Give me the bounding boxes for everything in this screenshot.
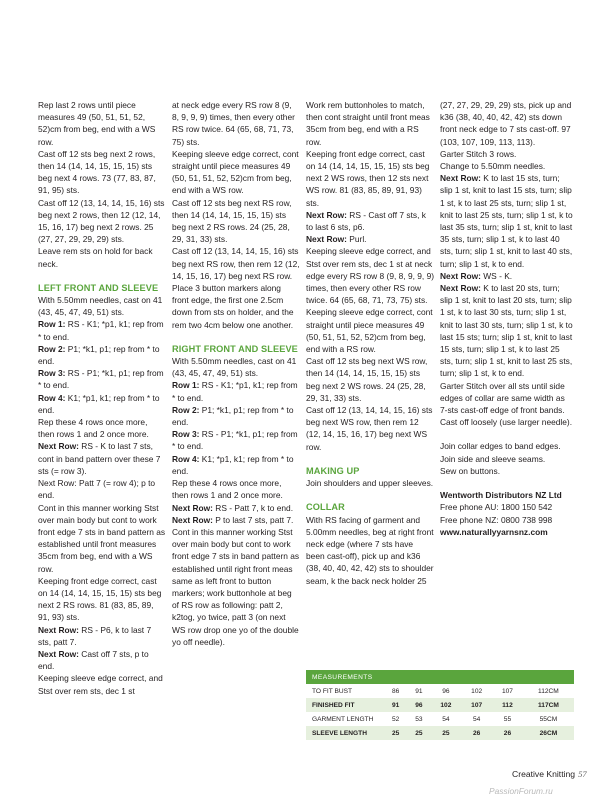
paragraph: Join shoulders and upper sleeves.	[306, 478, 434, 489]
text-column-4	[440, 99, 574, 538]
paragraph: Cast off 12 (13, 14, 14, 15, 16) sts beg next WS row, then rem 12 (12, 14, 15, 16, 17) beg next WS row.	[306, 405, 433, 452]
row-label: Row 4:	[38, 392, 66, 403]
section-heading-left-front: LEFT FRONT AND SLEEVE	[38, 282, 159, 293]
row-text: RS - K1; *p1, k1; rep from * to end.	[38, 319, 164, 342]
paragraph: Keeping front edge correct, cast on 14 (14, 14, 15, 15, 15) sts beg next 2 RS rows. 81 (83, 85, 89, 91, 93) sts.	[38, 575, 162, 623]
pattern-row	[172, 404, 300, 428]
paragraph: Garter Stitch over all sts until side edges of collar are same width as 7-sts cast-off edge of front bands.	[440, 380, 565, 416]
paragraph: With 5.50mm needles, cast on 41 (43, 45, 47, 49, 51) sts.	[38, 295, 163, 318]
table-cell: 96	[407, 698, 430, 712]
distributor-phone-nz: Free phone NZ: 0800 738 998	[440, 514, 553, 525]
watermark: PassionForum.ru	[489, 786, 553, 796]
row-label: Next Row:	[306, 234, 347, 245]
row-text: RS - K1; *p1, k1; rep from * to end.	[172, 380, 298, 403]
section-heading-right-front: RIGHT FRONT AND SLEEVE	[172, 343, 298, 354]
paragraph: Leave rem sts on hold for back neck.	[38, 246, 153, 269]
pattern-row	[38, 392, 166, 416]
row-label: Row 1:	[38, 319, 66, 330]
row-text: P1; *k1, p1; rep from * to end.	[38, 343, 160, 367]
pattern-row	[440, 270, 574, 282]
paragraph: Cont in this manner working Stst over main body but cont to work front edge 7 sts in band pattern as established until right front meas same as left front to button markers; work buttonhole at beg of RS row as following: patt 2, k2tog, yo twice, patt 3 (on next WS row drop one yo of the double yo off needle).	[172, 526, 300, 647]
distributor-info	[440, 489, 574, 538]
table-cell: 102	[431, 698, 462, 712]
table-cell: 91	[384, 698, 407, 712]
row-text: K1; *p1, k1; rep from * to end.	[38, 392, 160, 415]
row-label: TO FIT BUST	[312, 687, 353, 695]
row-label: SLEEVE LENGTH	[306, 726, 384, 740]
paragraph: Cast off 12 (13, 14, 14, 15, 16) sts beg next RS row, then rem 12 (12, 14, 15, 16, 17) beg next RS row.	[172, 246, 300, 281]
table-row	[306, 726, 574, 740]
row-label: Row 3:	[172, 429, 200, 440]
pattern-row	[38, 624, 166, 648]
paragraph: Cast off 12 sts beg next RS row, then 14 (14, 14, 15, 15, 15) sts beg next 2 RS rows. 24 (25, 28, 29, 31, 33) sts.	[172, 197, 292, 245]
paragraph: Change to 5.50mm needles.	[440, 161, 546, 172]
row-label: Next Row:	[440, 270, 481, 281]
row-text: Purl.	[346, 234, 367, 245]
row-label: Next Row:	[38, 441, 79, 452]
row-label: Next Row:	[306, 209, 347, 220]
row-text: RS - P6, k to last 7 sts, patt 7.	[38, 624, 152, 647]
paragraph: Cast off 12 sts beg next WS row, then 14 (14, 14, 15, 15, 15) sts beg next 2 WS rows. 24 (25, 28, 29, 31, 33) sts.	[306, 356, 428, 403]
row-label: Next Row:	[38, 624, 79, 635]
distributor-name: Wentworth Distributors NZ Ltd	[440, 490, 562, 501]
row-text: RS - P1; *k1, p1; rep from * to end.	[38, 368, 164, 391]
paragraph: Keeping sleeve edge correct, cont straight until piece measures 49 (50, 51, 51, 52, 52)cm from beg, end with a RS row.	[306, 307, 433, 355]
row-label: Next Row:	[440, 173, 481, 184]
table-cell: 96	[442, 687, 450, 695]
section-heading-making-up: MAKING UP	[306, 465, 360, 476]
paragraph: Work rem buttonholes to match, then cont straight until front meas 35cm from beg, end with a RS row.	[306, 100, 430, 147]
row-label: Row 1:	[172, 380, 200, 391]
table-cell: 112CM	[538, 687, 559, 695]
pattern-row	[38, 648, 166, 672]
row-label: Row 2:	[38, 343, 66, 354]
table-cell: 26CM	[523, 726, 574, 740]
table-cell: 26	[461, 726, 492, 740]
table-cell: 53	[415, 715, 423, 723]
table-cell: 102	[471, 687, 483, 695]
distributor-website: www.naturallyyarnsnz.com	[440, 526, 548, 537]
row-text: P1; *k1, p1; rep from * to end.	[172, 404, 294, 428]
paragraph: at neck edge every RS row 8 (9, 8, 9, 9, 9) times, then every other RS row twice. 64 (65, 68, 71, 73, 75) sts.	[172, 100, 295, 147]
table-cell: 54	[473, 715, 481, 723]
paragraph: Rep last 2 rows until piece measures 49 (50, 51, 51, 52, 52)cm from beg, end with a WS row.	[38, 100, 156, 147]
paragraph: Join side and sleeve seams.	[440, 453, 546, 464]
row-text: K to last 20 sts, turn; slip 1 st, knit to last 20 sts, turn; slip 1 st, k to last 30 sts, turn; slip 1 st, knit to last 30 sts, turn; slip 1 st, k to last 15 sts; turn; slip 1 st, knit to last 15 sts, turn; slip 1 st, k to last 25 sts, turn; slip 1 st, knit to last 25 sts, turn; slip 1 st, k to end.	[440, 283, 573, 379]
row-label: Next Row:	[172, 514, 213, 525]
pattern-row	[172, 514, 300, 526]
paragraph: Join collar edges to band edges.	[440, 441, 561, 452]
measurements-table	[306, 670, 574, 740]
row-text: WS - K.	[480, 270, 513, 281]
row-label: Next Row:	[172, 502, 213, 513]
paragraph: With 5.50mm needles, cast on 41 (43, 45, 47, 49, 51) sts.	[172, 356, 297, 379]
magazine-name: Creative Knitting	[512, 769, 576, 779]
row-text: Cast off 7 sts, p to end.	[38, 648, 149, 672]
paragraph: Rep these 4 rows once more, then rows 1 and 2 once more.	[38, 417, 149, 440]
pattern-row	[38, 318, 166, 342]
paragraph: Cast off 12 (13, 14, 14, 15, 16) sts beg next 2 rows, then 12 (12, 14, 15, 16, 17) beg next 2 rows. 25 (27, 27, 29, 29, 29) sts.	[38, 197, 165, 245]
row-label: GARMENT LENGTH	[312, 715, 374, 723]
row-text: K1; *p1, k1; rep from * to end.	[172, 453, 294, 476]
row-label: Next Row:	[38, 648, 79, 659]
row-text: RS - Cast off 7 sts, k to last 6 sts, p6.	[306, 209, 426, 233]
table-cell: 25	[407, 726, 430, 740]
paragraph: Keeping sleeve edge correct, cont straight until piece measures 49 (50, 51, 51, 52, 52)cm from beg, end with a WS row.	[172, 148, 299, 196]
row-text: P to last 7 sts, patt 7.	[212, 514, 294, 525]
text-column-1	[38, 99, 166, 697]
distributor-phone-au: Free phone AU: 1800 150 542	[440, 502, 553, 513]
paragraph: Next Row: Patt 7 (= row 4); p to end.	[38, 478, 156, 501]
paragraph: Place 3 button markers along front edge, the first one 2.5cm down from sts on holder, and the rem two 4cm below one another.	[172, 283, 294, 330]
row-label: Row 3:	[38, 368, 66, 379]
row-label: Row 4:	[172, 453, 200, 464]
row-label: FINISHED FIT	[306, 698, 384, 712]
paragraph: Keeping sleeve edge correct, and Stst over rem sts, dec 1 st	[38, 673, 163, 696]
table-cell: 112	[492, 698, 523, 712]
table-row	[306, 698, 574, 712]
row-text: RS - Patt 7, k to end.	[212, 502, 294, 513]
table-cell: 52	[391, 715, 400, 723]
text-column-3	[306, 99, 434, 587]
row-label: Next Row:	[440, 283, 481, 294]
table-row	[306, 684, 574, 698]
row-label: Row 2:	[172, 404, 200, 415]
page-number: 57	[578, 769, 587, 779]
table-cell: 25	[384, 726, 407, 740]
table-cell: 26	[492, 726, 523, 740]
paragraph: (27, 27, 29, 29, 29) sts, pick up and k36 (38, 40, 40, 42, 42) sts down front neck edge to 7 sts cast-off. 97 (103, 107, 109, 113, 113).	[440, 100, 572, 147]
paragraph: Cast off 12 sts beg next 2 rows, then 14 (14, 14, 15, 15, 15) sts beg next 4 rows. 73 (77, 83, 87, 91, 95) sts.	[38, 148, 156, 196]
pattern-row	[440, 172, 574, 270]
pattern-row	[306, 233, 434, 245]
pattern-row	[440, 282, 574, 380]
text-column-2	[172, 99, 300, 648]
table-cell: 55CM	[539, 715, 558, 723]
page-footer	[512, 769, 587, 779]
row-text: RS - K to last 7 sts, cont in band pattern over these 7 sts (= row 3).	[38, 441, 161, 476]
paragraph: Cast off loosely (use larger needle).	[440, 417, 573, 428]
table-cell: 107	[501, 687, 513, 695]
paragraph: Keeping sleeve edge correct, and Stst over rem sts, dec 1 st at neck edge every RS row 8 (9, 8, 9, 9, 9) times, then every other RS row twice. 64 (65, 68, 71, 73, 75) sts.	[306, 246, 435, 306]
table-cell: 91	[415, 687, 423, 695]
pattern-row	[172, 379, 300, 403]
paragraph: Sew on buttons.	[440, 465, 501, 476]
table-cell: 107	[461, 698, 492, 712]
section-heading-collar: COLLAR	[306, 502, 345, 513]
table-cell: 25	[431, 726, 462, 740]
paragraph: Cont in this manner working Stst over main body but cont to work front edge 7 sts in band pattern as established until front measures 35cm from beg, end with a WS row.	[38, 502, 166, 574]
pattern-row	[38, 367, 166, 391]
pattern-row	[306, 209, 434, 233]
pattern-row	[172, 428, 300, 452]
table-cell: 117CM	[523, 698, 574, 712]
paragraph: Keeping front edge correct, cast on 14 (14, 14, 15, 15, 15) sts beg next 2 WS rows, then 12 sts next WS row. 81 (83, 85, 89, 91, 93) sts.	[306, 148, 430, 208]
row-text: RS - P1; *k1, p1; rep from * to end.	[172, 429, 298, 452]
measurements-table-title: MEASUREMENTS	[306, 670, 574, 684]
pattern-row	[38, 343, 166, 367]
pattern-row	[172, 502, 300, 514]
paragraph: With RS facing of garment and 5.00mm needles, beg at right front neck edge (where 7 sts have been cast-off), pick up and k36 (38, 40, 40, 42, 42) sts to shoulder seam, k the back neck holder 25	[306, 514, 434, 586]
table-cell: 86	[391, 687, 400, 695]
row-text: K to last 15 sts, turn; slip 1 st, knit to last 15 sts, turn; slip 1 st, k to last 25 sts, turn; slip 1 st, knit to last 25 sts, turn; slip 1 st, k to last 35 sts, turn; slip 1 st, knit to last 35 sts, turn; slip 1 st, k to last 40 sts, turn; slip 1 st, knit to last 40 sts, turn; slip 1 st, k to end.	[440, 173, 573, 269]
paragraph: Rep these 4 rows once more, then rows 1 and 2 once more.	[172, 478, 283, 501]
pattern-row	[38, 440, 166, 477]
paragraph: Garter Stitch 3 rows.	[440, 148, 517, 159]
table-row	[306, 712, 574, 726]
pattern-row	[172, 453, 300, 477]
table-cell: 55	[503, 715, 512, 723]
table-cell: 54	[442, 715, 450, 723]
